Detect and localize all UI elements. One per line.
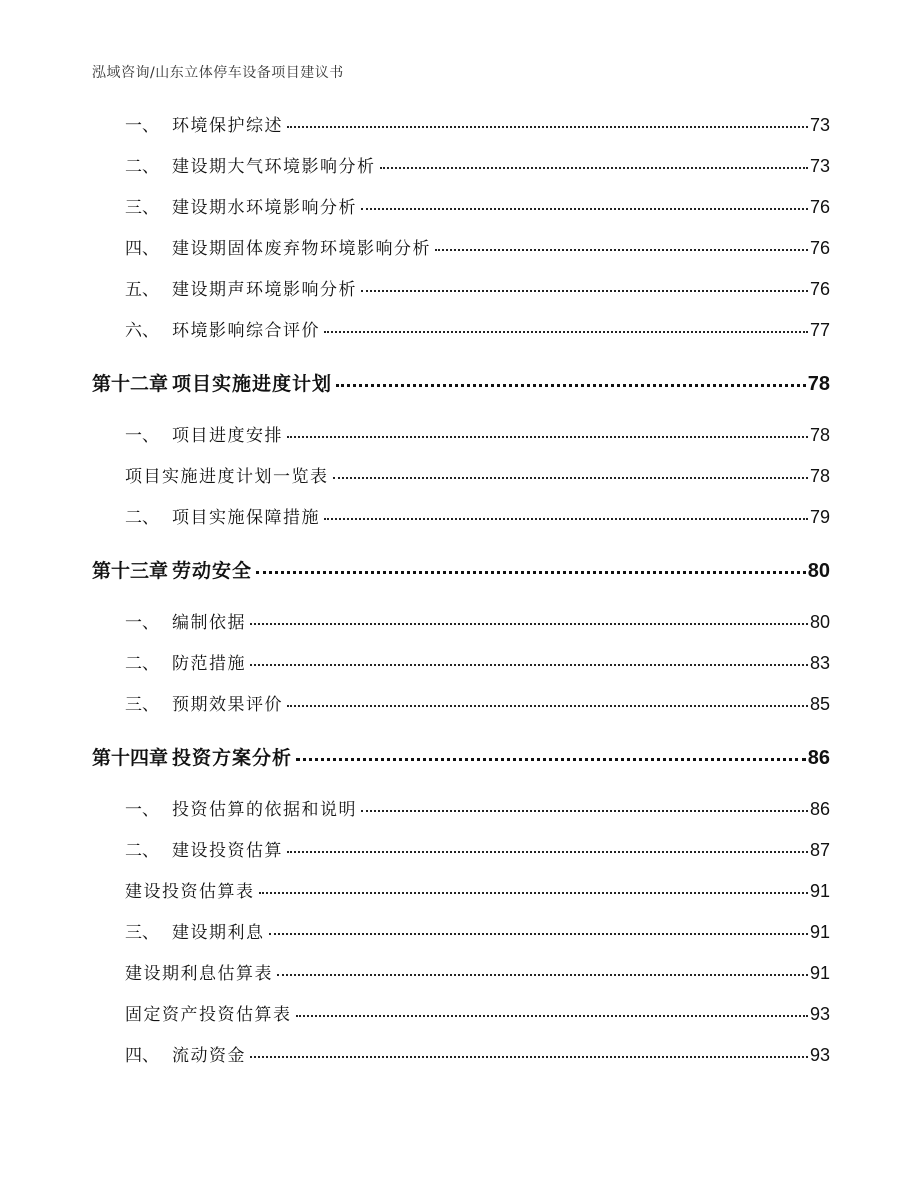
toc-section-entry[interactable] [92, 654, 830, 695]
toc-chapter-entry[interactable] [92, 374, 830, 411]
toc-entry-number: 第十二章 [92, 373, 169, 395]
toc-entry-number: 第十四章 [92, 747, 169, 769]
dot-leader [324, 518, 808, 520]
toc-section-entry[interactable] [92, 157, 830, 198]
toc-section-entry[interactable] [92, 695, 830, 736]
toc-section-entry[interactable] [92, 1046, 830, 1087]
dot-leader [287, 436, 808, 438]
dot-leader [250, 623, 808, 625]
toc-page-number: 91 [809, 881, 830, 901]
dot-leader [287, 705, 808, 707]
toc-section-entry[interactable] [92, 321, 830, 362]
toc-entry-title: 建设期大气环境影响分析 [172, 157, 376, 177]
toc-entry-title: 建设期水环境影响分析 [172, 198, 357, 218]
dot-leader [296, 1015, 808, 1017]
dot-leader [250, 1056, 808, 1058]
toc-entry-number: 五、 [125, 280, 159, 300]
toc-table-entry[interactable] [92, 1005, 830, 1046]
toc-section-entry[interactable] [92, 426, 830, 467]
dot-leader [333, 477, 808, 479]
dot-leader [250, 664, 808, 666]
toc-section-entry[interactable] [92, 841, 830, 882]
toc-page-number: 87 [809, 840, 830, 860]
toc-entry-title: 建设投资估算表 [125, 882, 255, 902]
toc-page-number: 91 [809, 922, 830, 942]
dot-leader [380, 167, 808, 169]
toc-entry-title: 项目进度安排 [172, 426, 283, 446]
toc-entry-title: 建设期利息 [172, 923, 265, 943]
toc-section-entry[interactable] [92, 198, 830, 239]
toc-entry-title: 投资估算的依据和说明 [172, 800, 357, 820]
toc-entry-number: 一、 [125, 426, 159, 446]
table-of-contents [92, 116, 830, 1087]
dot-leader [287, 851, 808, 853]
toc-section-entry[interactable] [92, 239, 830, 280]
toc-page-number: 77 [809, 320, 830, 340]
toc-page-number: 78 [809, 425, 830, 445]
toc-entry-title: 项目实施保障措施 [172, 508, 320, 528]
toc-section-entry[interactable] [92, 116, 830, 157]
toc-table-entry[interactable] [92, 467, 830, 508]
toc-page-number: 83 [809, 653, 830, 673]
dot-leader [361, 208, 808, 210]
dot-leader [277, 974, 808, 976]
toc-page-number: 80 [809, 612, 830, 632]
toc-entry-number: 一、 [125, 613, 159, 633]
toc-entry-number: 六、 [125, 321, 159, 341]
dot-leader [287, 126, 808, 128]
dot-leader [361, 290, 808, 292]
toc-section-entry[interactable] [92, 923, 830, 964]
toc-chapter-entry[interactable] [92, 748, 830, 785]
toc-page-number: 78 [809, 466, 830, 486]
toc-entry-title: 固定资产投资估算表 [125, 1005, 292, 1025]
toc-page-number: 80 [807, 560, 830, 582]
toc-entry-title: 项目实施进度计划 [172, 373, 333, 395]
toc-page-number: 93 [809, 1004, 830, 1024]
toc-entry-title: 项目实施进度计划一览表 [125, 467, 329, 487]
running-header: 泓域咨询/山东立体停车设备项目建议书 [92, 65, 344, 81]
dot-leader [361, 810, 808, 812]
toc-page-number: 73 [809, 115, 830, 135]
toc-page-number: 76 [809, 238, 830, 258]
toc-page-number: 79 [809, 507, 830, 527]
toc-entry-title: 投资方案分析 [172, 747, 293, 769]
toc-page-number: 76 [809, 279, 830, 299]
toc-entry-title: 劳动安全 [172, 560, 253, 582]
toc-entry-title: 建设期声环境影响分析 [172, 280, 357, 300]
toc-entry-title: 编制依据 [172, 613, 246, 633]
toc-page-number: 93 [809, 1045, 830, 1065]
dot-leader [435, 249, 808, 251]
toc-entry-title: 建设期利息估算表 [125, 964, 273, 984]
toc-section-entry[interactable] [92, 280, 830, 321]
toc-table-entry[interactable] [92, 964, 830, 1005]
toc-entry-number: 三、 [125, 695, 159, 715]
toc-entry-number: 一、 [125, 800, 159, 820]
toc-entry-number: 四、 [125, 239, 159, 259]
dot-leader [296, 758, 806, 761]
toc-page-number: 85 [809, 694, 830, 714]
dot-leader [259, 892, 808, 894]
toc-chapter-entry[interactable] [92, 561, 830, 598]
toc-entry-title: 流动资金 [172, 1046, 246, 1066]
toc-entry-number: 三、 [125, 923, 159, 943]
toc-page-number: 76 [809, 197, 830, 217]
toc-entry-title: 环境保护综述 [172, 116, 283, 136]
toc-entry-number: 二、 [125, 157, 159, 177]
toc-table-entry[interactable] [92, 882, 830, 923]
toc-entry-number: 四、 [125, 1046, 159, 1066]
toc-entry-title: 预期效果评价 [172, 695, 283, 715]
toc-entry-title: 建设期固体废弃物环境影响分析 [172, 239, 431, 259]
toc-entry-number: 三、 [125, 198, 159, 218]
toc-section-entry[interactable] [92, 613, 830, 654]
toc-entry-title: 建设投资估算 [172, 841, 283, 861]
dot-leader [256, 571, 806, 574]
toc-entry-number: 二、 [125, 654, 159, 674]
toc-page-number: 86 [809, 799, 830, 819]
toc-page-number: 91 [809, 963, 830, 983]
toc-page-number: 78 [807, 373, 830, 395]
toc-entry-number: 二、 [125, 508, 159, 528]
dot-leader [336, 384, 806, 387]
toc-section-entry[interactable] [92, 800, 830, 841]
dot-leader [269, 933, 808, 935]
toc-section-entry[interactable] [92, 508, 830, 549]
toc-page-number: 73 [809, 156, 830, 176]
toc-entry-number: 第十三章 [92, 560, 169, 582]
toc-entry-title: 防范措施 [172, 654, 246, 674]
toc-entry-number: 二、 [125, 841, 159, 861]
toc-entry-title: 环境影响综合评价 [172, 321, 320, 341]
toc-entry-number: 一、 [125, 116, 159, 136]
dot-leader [324, 331, 808, 333]
toc-page-number: 86 [807, 747, 830, 769]
